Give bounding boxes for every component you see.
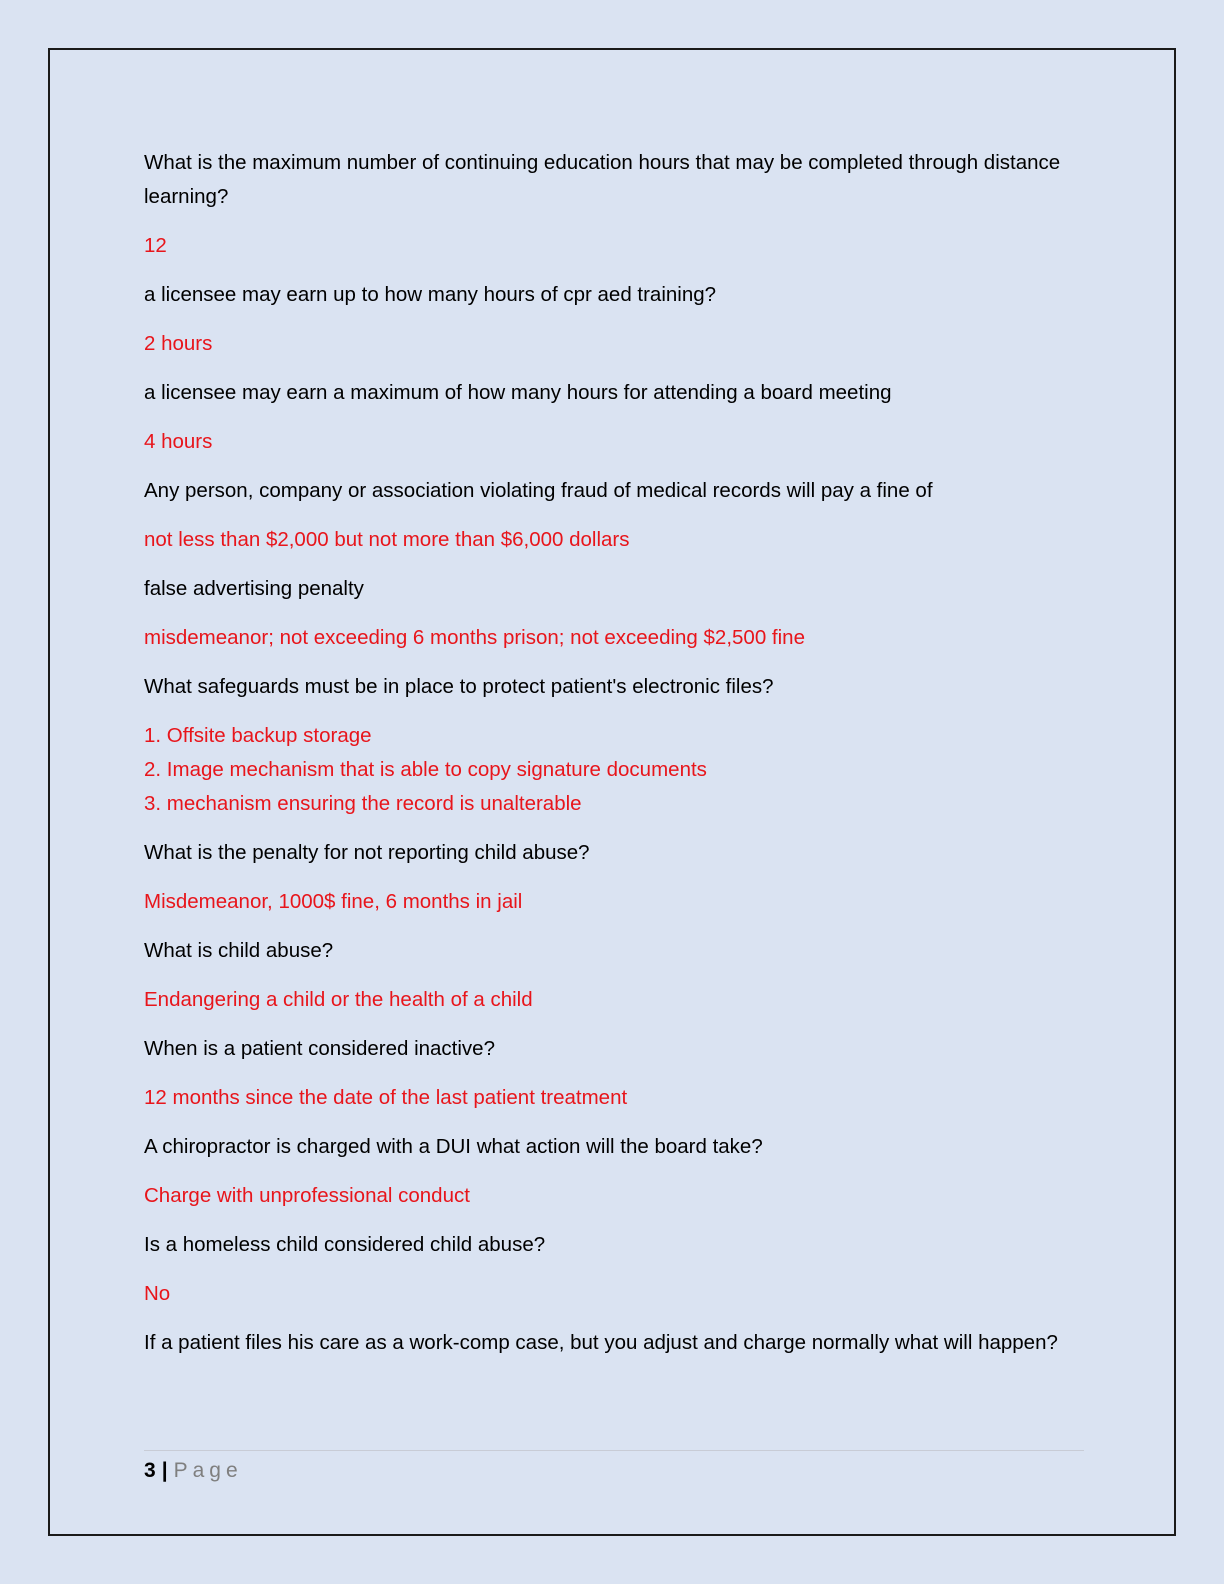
question: What safeguards must be in place to protect patient's electronic files? — [144, 675, 774, 698]
question: What is the maximum number of continuing education hours that may be completed through distance learning? — [144, 151, 1061, 208]
question: Is a homeless child considered child abuse? — [144, 1233, 546, 1256]
answer: 12 — [144, 234, 167, 257]
page-label: Page — [173, 1459, 243, 1482]
question: a licensee may earn a maximum of how many hours for attending a board meeting — [144, 381, 892, 404]
question: When is a patient considered inactive? — [144, 1037, 495, 1060]
question: What is child abuse? — [144, 939, 334, 962]
document-body — [144, 146, 1084, 1375]
list-item: 3. mechanism ensuring the record is unalterable — [144, 792, 582, 815]
question: Any person, company or association violating fraud of medical records will pay a fine of — [144, 479, 933, 502]
list-item: 1. Offsite backup storage — [144, 724, 372, 747]
answer: 4 hours — [144, 430, 213, 453]
footer-separator: | — [161, 1459, 168, 1482]
answer: not less than $2,000 but not more than $6,000 dollars — [144, 528, 630, 551]
answer: Charge with unprofessional conduct — [144, 1184, 470, 1207]
list-item: 2. Image mechanism that is able to copy signature documents — [144, 758, 707, 781]
answer: No — [144, 1282, 171, 1305]
question: A chiropractor is charged with a DUI what action will the board take? — [144, 1135, 763, 1158]
page-footer — [144, 1456, 243, 1486]
answer: misdemeanor; not exceeding 6 months prison; not exceeding $2,500 fine — [144, 626, 805, 649]
question: If a patient files his care as a work-comp case, but you adjust and charge normally what will happen? — [144, 1331, 1058, 1354]
answer: 12 months since the date of the last patient treatment — [144, 1086, 628, 1109]
answer: Endangering a child or the health of a child — [144, 988, 533, 1011]
footer-divider — [144, 1450, 1084, 1451]
answer: 2 hours — [144, 332, 213, 355]
question: false advertising penalty — [144, 577, 364, 600]
page-number: 3 — [144, 1459, 156, 1482]
question: a licensee may earn up to how many hours of cpr aed training? — [144, 283, 717, 306]
answer: Misdemeanor, 1000$ fine, 6 months in jail — [144, 890, 523, 913]
answer-list — [144, 719, 1084, 821]
question: What is the penalty for not reporting child abuse? — [144, 841, 590, 864]
